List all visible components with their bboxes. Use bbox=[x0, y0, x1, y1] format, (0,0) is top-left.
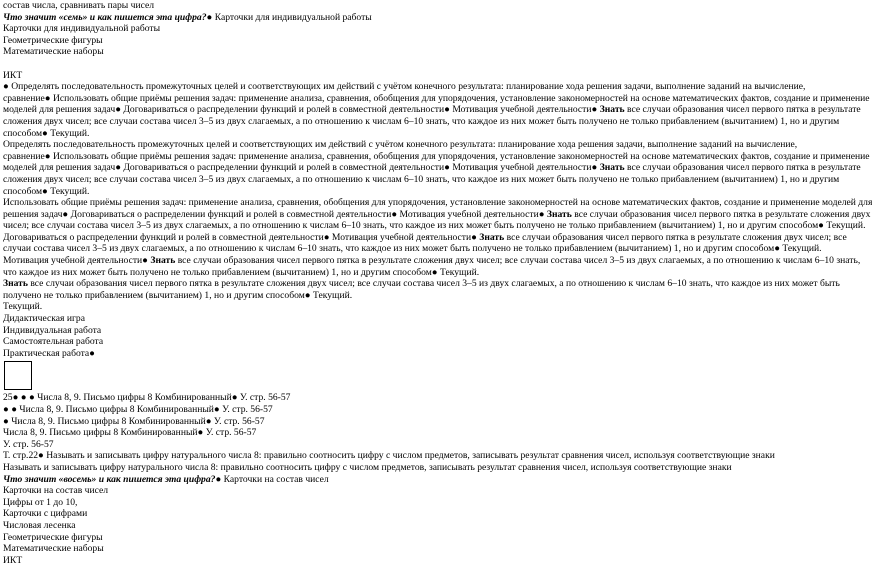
text-line: сравнение● Использовать общие приёмы решения задач: применение анализа, сравнения, обобщения для упорядочения, установление закономерностей на основе математических фактов, создание и применение bbox=[3, 150, 870, 162]
text-fragment: решения задач● Договариваться о распределении функций и ролей в совместной деятельности● Мотивация учебной деятельности● bbox=[3, 208, 547, 220]
text-line bbox=[3, 208, 871, 221]
text-line: Цифры от 1 до 10, bbox=[3, 496, 78, 508]
keyword-know: Знать bbox=[479, 231, 505, 243]
text-line bbox=[3, 231, 847, 244]
text-line: Геометрические фигуры bbox=[3, 34, 103, 46]
text-line: сложения двух чисел; все случаи состава чисел 3–5 из двух слагаемых, а по отношению к числам 6–10 знать, что каждое из них может быть получено не только прибавлением (вычитанием) 1, но и другим bbox=[3, 115, 840, 127]
text-line: Числа 8, 9. Письмо цифры 8 Комбинированный● У. стр. 56-57 bbox=[3, 427, 257, 439]
text-line bbox=[3, 255, 861, 267]
text-line: Геометрические фигуры bbox=[3, 531, 103, 543]
text-line: чисел; все случаи состава чисел 3–5 из двух слагаемых, а по отношению к числам 6–10 знать, что каждое из них может быть получено не только прибавлением (вычитанием) 1, но и другим способом● Текущий. bbox=[3, 220, 866, 232]
text-line: ИКТ bbox=[3, 554, 23, 566]
text-fragment: все случаи образования чисел первого пятка в результате сложения двух чисел; все случаи состава чисел 3–5 из двух слагаемых, а по отношению к числам 6–10 знать, что каждое из них может быть bbox=[27, 278, 840, 290]
text-line: получено не только прибавлением (вычитанием) 1, но и другим способом● Текущий. bbox=[3, 289, 353, 301]
text-line: Дидактическая игра bbox=[3, 313, 85, 325]
text-line: Определять последовательность промежуточных целей и соответствующих им действий с учётом конечного результата: планирование хода решения задачи, выполнение заданий на вычисление, bbox=[3, 139, 798, 151]
text-line: Называть и записывать цифру натурального числа 8: правильно соотносить цифру с числом предметов, записывать результат сравнения чисел, используя соответствующие знаки bbox=[3, 461, 732, 473]
text-line: Карточки с цифрами bbox=[3, 508, 88, 520]
text-line: Индивидуальная работа bbox=[3, 324, 102, 336]
lesson-question: Что значит «восемь» и как пишется эта цифра? bbox=[3, 473, 216, 485]
text-line: сравнение● Использовать общие приёмы решения задач: применение анализа, сравнения, обобщения для упорядочения, установление закономерностей на основе математических фактов, создание и применение bbox=[3, 92, 870, 104]
text-fragment: ● Карточки для индивидуальной работы bbox=[206, 11, 372, 23]
text-line: ● Числа 8, 9. Письмо цифры 8 Комбинированный● У. стр. 56-57 bbox=[3, 415, 265, 427]
keyword-know: Знать bbox=[150, 255, 176, 267]
text-line: способом● Текущий. bbox=[3, 127, 90, 139]
blank-line bbox=[3, 58, 813, 70]
text-line: что каждое из них может быть получено не только прибавлением (вычитанием) 1, но и другим способом● Текущий. bbox=[3, 266, 480, 278]
text-line: Математические наборы bbox=[3, 46, 104, 58]
text-line: ● ● Числа 8, 9. Письмо цифры 8 Комбинированный● У. стр. 56-57 bbox=[3, 404, 273, 415]
text-line bbox=[3, 162, 861, 174]
text-line: Текущий. bbox=[3, 301, 43, 313]
text-line: Использовать общие приёмы решения задач: применение анализа, сравнения, обобщения для упорядочения, установление закономерностей на основе математических фактов, создание и применение моделей для bbox=[3, 197, 872, 209]
text-line: У. стр. 56-57 bbox=[3, 438, 54, 450]
keyword-know: Знать bbox=[599, 104, 625, 116]
text-line: ИКТ bbox=[3, 69, 23, 81]
text-line: Карточки для индивидуальной работы bbox=[3, 23, 161, 35]
text-line: состав числа, сравнивать пары чисел bbox=[3, 0, 155, 11]
text-line: Практическая работа● bbox=[3, 347, 95, 359]
keyword-know: Знать bbox=[546, 208, 572, 220]
text-line bbox=[3, 104, 861, 116]
text-fragment: все случаи образования чисел первого пятка в результате bbox=[624, 104, 861, 116]
text-line: способом● Текущий. bbox=[3, 185, 90, 197]
keyword-know: Знать bbox=[599, 162, 625, 174]
text-line: сложения двух чисел; все случаи состава чисел 3–5 из двух слагаемых, а по отношению к числам 6–10 знать, что каждое из них может быть получено не только прибавлением (вычитанием) 1, но и другим bbox=[3, 173, 840, 185]
text-line: Самостоятельная работа bbox=[3, 336, 104, 348]
text-fragment: Мотивация учебной деятельности● bbox=[3, 255, 151, 267]
question-line bbox=[3, 12, 813, 24]
text-fragment: все случаи образования чисел первого пятка в результате сложения двух bbox=[571, 208, 871, 220]
question-line bbox=[3, 474, 813, 486]
text-fragment: Договариваться о распределении функций и ролей в совместной деятельности● Мотивация учебной деятельности● bbox=[3, 231, 480, 243]
text-line: случаи состава чисел 3–5 из двух слагаемых, а по отношению к числам 6–10 знать, что каждое из них может быть получено не только прибавлением (вычитанием) 1, но и другим способом● Текущий. bbox=[3, 243, 822, 255]
text-line: ● Определять последовательность промежуточных целей и соответствующих им действий с учётом конечного результата: планирование хода решения задачи, выполнение заданий на вычисление, bbox=[3, 81, 806, 93]
text-line: Числовая лесенка bbox=[3, 519, 76, 531]
text-line: Математические наборы bbox=[3, 543, 104, 555]
text-line: Т. стр.22● Называть и записывать цифру натурального числа 8: правильно соотносить цифру с числом предметов, записывать результат сравнения чисел, используя соответствующие знаки bbox=[3, 450, 775, 462]
text-line: Карточки на состав чисел bbox=[3, 485, 109, 497]
text-fragment: все случаи образования чисел первого пятка в результате bbox=[624, 162, 861, 174]
keyword-know: Знать bbox=[3, 278, 28, 290]
text-fragment: ● Карточки на состав чисел bbox=[215, 473, 329, 485]
text-fragment: все случаи образования чисел первого пятка в результате сложения двух чисел; все случаи состава чисел 3–5 из двух слагаемых, а по отношению к числам 6–10 знать, bbox=[175, 255, 861, 267]
text-fragment: моделей для решения задач● Договариваться о распределении функций и ролей в совместной деятельности● Мотивация учебной деятельности● bbox=[3, 104, 600, 116]
text-fragment: моделей для решения задач● Договариваться о распределении функций и ролей в совместной деятельности● Мотивация учебной деятельности● bbox=[3, 162, 600, 174]
lesson-question: Что значит «семь» и как пишется эта цифра? bbox=[3, 11, 207, 23]
text-line: 25● ● ● Числа 8, 9. Письмо цифры 8 Комбинированный● У. стр. 56-57 bbox=[3, 392, 291, 404]
text-fragment: все случаи образования чисел первого пятка в результате сложения двух чисел; все bbox=[504, 231, 847, 243]
empty-image-frame bbox=[4, 361, 32, 390]
text-line bbox=[3, 278, 840, 290]
